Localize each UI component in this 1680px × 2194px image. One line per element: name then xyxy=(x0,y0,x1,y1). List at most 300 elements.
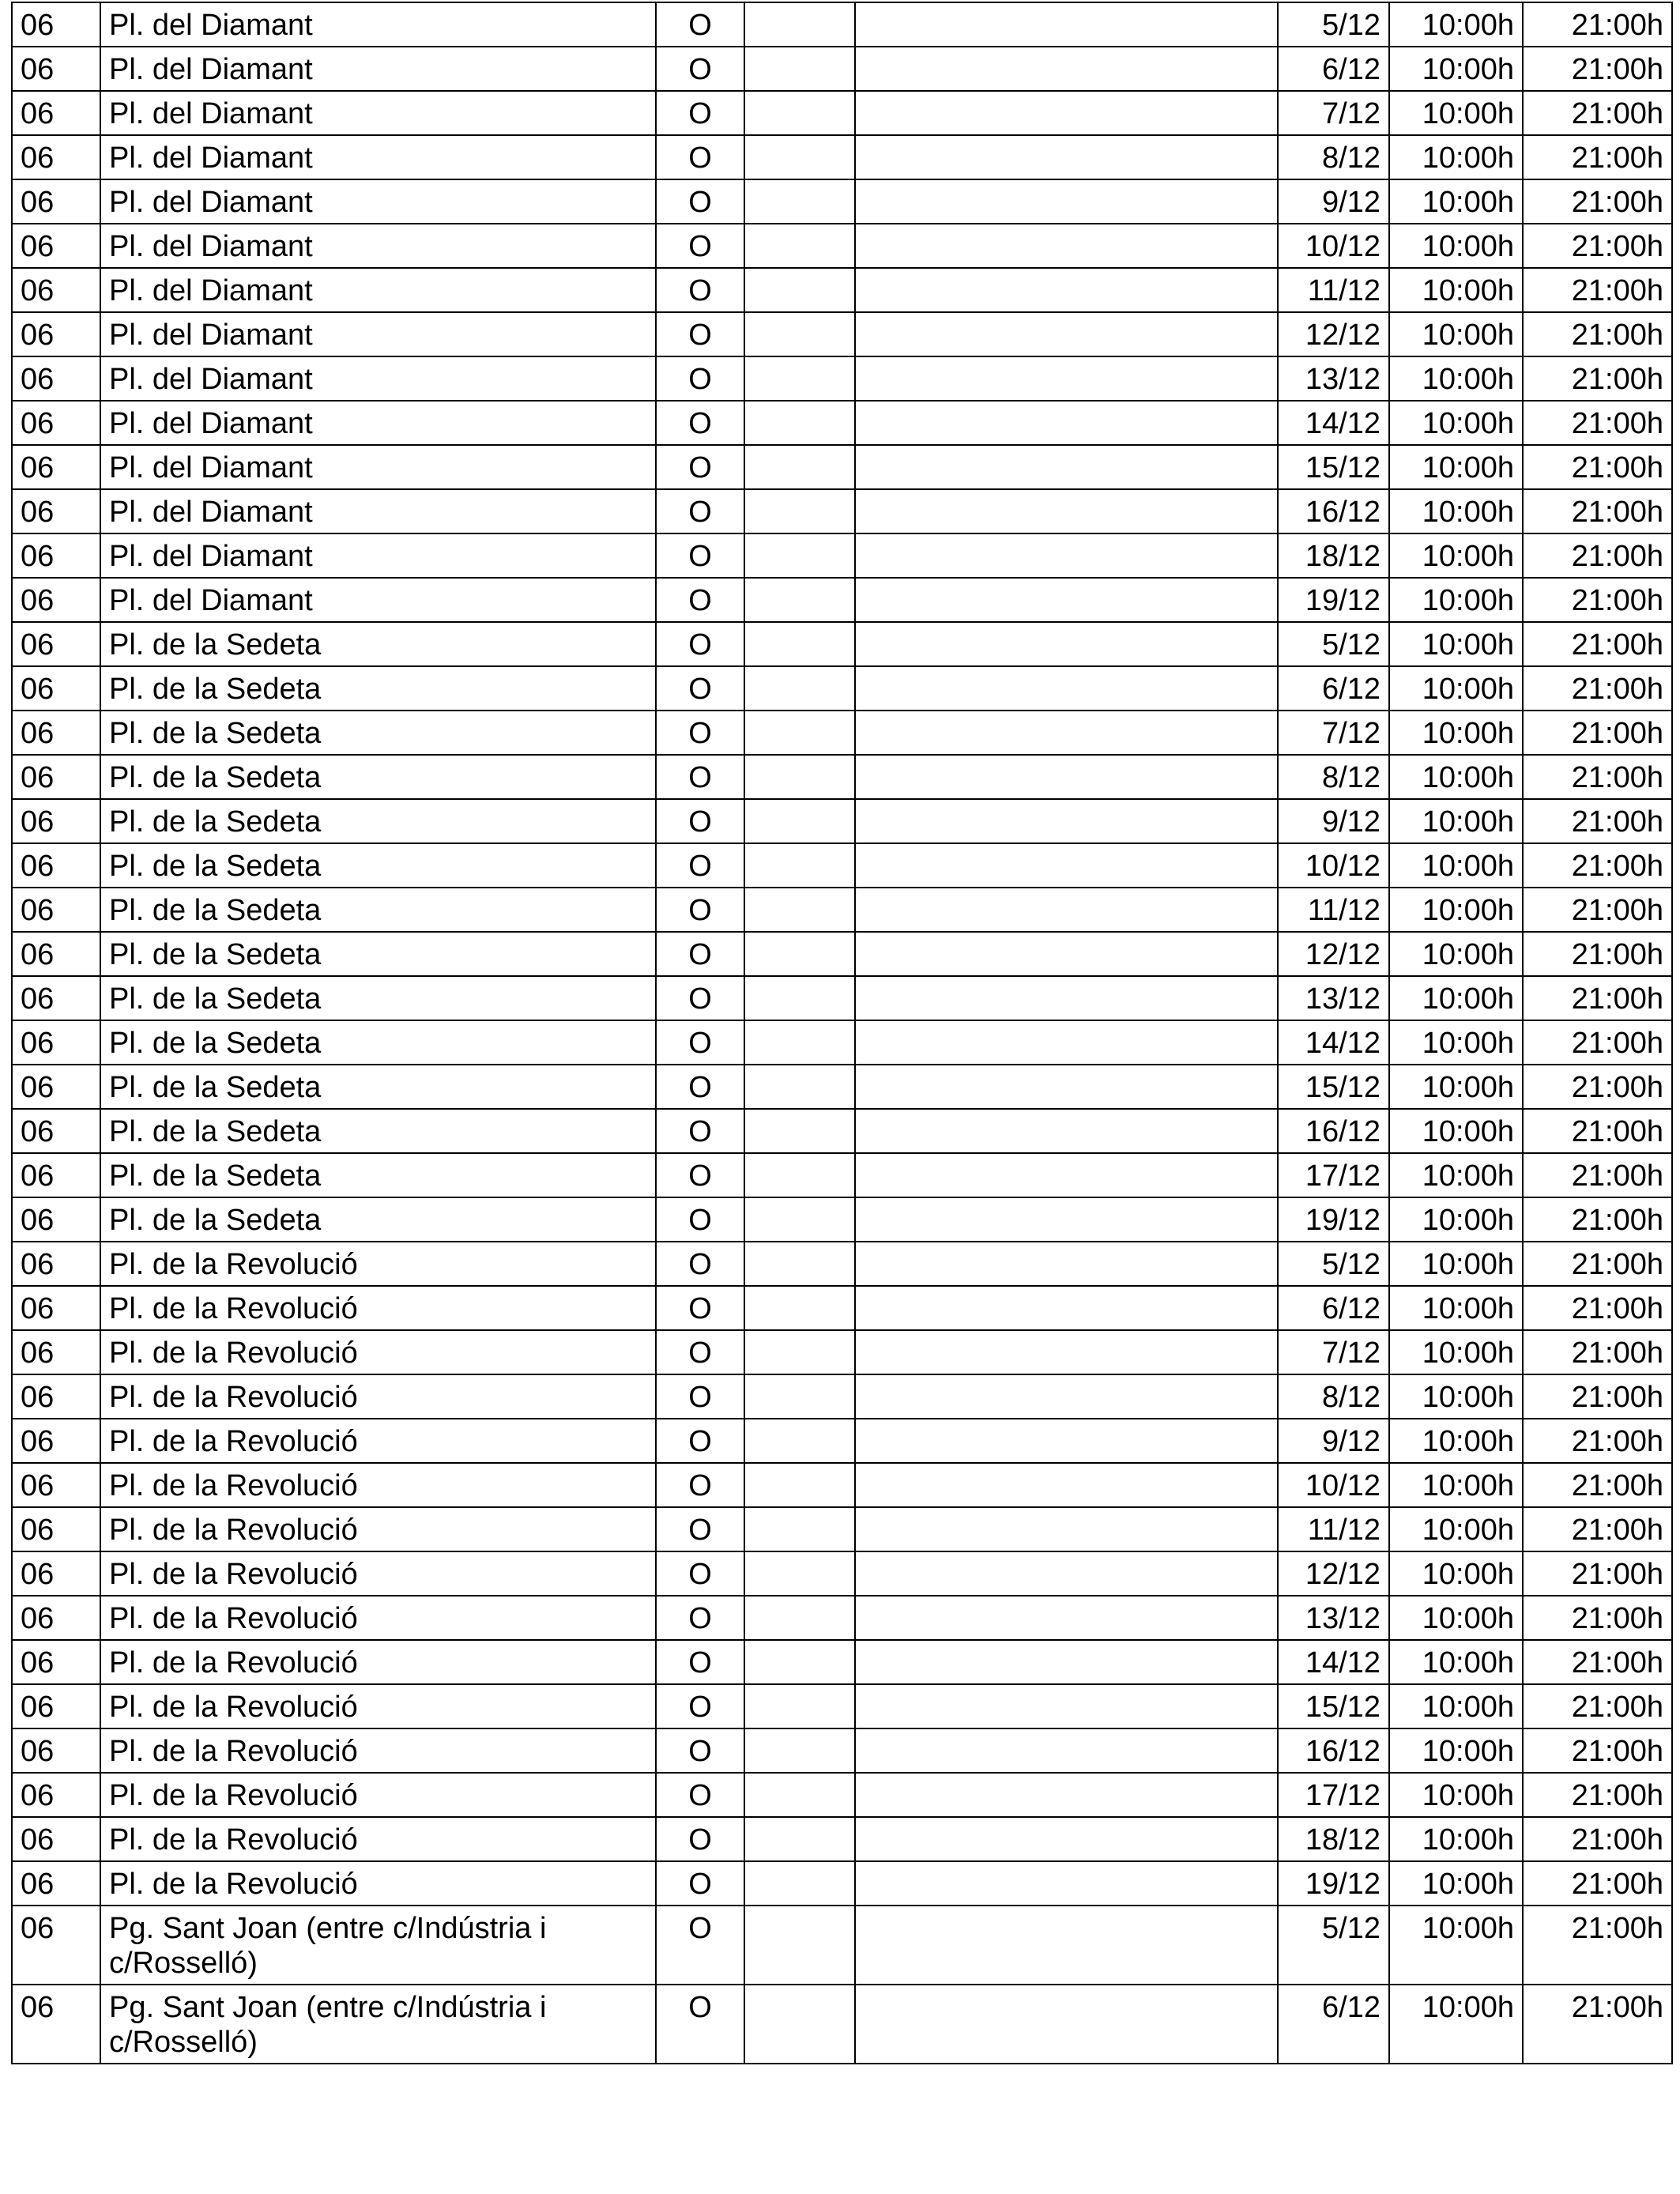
empty-cell xyxy=(744,356,855,401)
date-cell: 16/12 xyxy=(1278,1728,1389,1773)
table-row xyxy=(12,1109,1672,1153)
type-cell: O xyxy=(656,1109,744,1153)
empty-cell xyxy=(855,1242,1278,1286)
date-cell: 5/12 xyxy=(1278,1242,1389,1286)
empty-cell xyxy=(744,976,855,1020)
opening-time-cell: 10:00h xyxy=(1389,578,1523,622)
opening-time-cell: 10:00h xyxy=(1389,1817,1523,1861)
location-cell: Pg. Sant Joan (entre c/Indústria i c/Rosselló) xyxy=(100,1985,656,2064)
empty-cell xyxy=(855,976,1278,1020)
table-row xyxy=(12,1374,1672,1419)
location-cell: Pl. de la Revolució xyxy=(100,1817,656,1861)
type-cell: O xyxy=(656,135,744,179)
type-cell: O xyxy=(656,1684,744,1728)
table-row xyxy=(12,755,1672,799)
location-cell: Pl. del Diamant xyxy=(100,489,656,533)
type-cell: O xyxy=(656,1065,744,1109)
empty-cell xyxy=(744,312,855,356)
opening-time-cell: 10:00h xyxy=(1389,179,1523,224)
closing-time-cell: 21:00h xyxy=(1523,1817,1672,1861)
opening-time-cell: 10:00h xyxy=(1389,135,1523,179)
table-row xyxy=(12,1286,1672,1330)
type-cell: O xyxy=(656,1551,744,1596)
empty-cell xyxy=(855,2,1278,47)
date-cell: 5/12 xyxy=(1278,1906,1389,1985)
closing-time-cell: 21:00h xyxy=(1523,711,1672,755)
closing-time-cell: 21:00h xyxy=(1523,1906,1672,1985)
closing-time-cell: 21:00h xyxy=(1523,1596,1672,1640)
empty-cell xyxy=(855,224,1278,268)
location-cell: Pl. de la Revolució xyxy=(100,1551,656,1596)
opening-time-cell: 10:00h xyxy=(1389,1109,1523,1153)
closing-time-cell: 21:00h xyxy=(1523,179,1672,224)
location-cell: Pl. de la Revolució xyxy=(100,1330,656,1374)
date-cell: 16/12 xyxy=(1278,1109,1389,1153)
table-row xyxy=(12,489,1672,533)
empty-cell xyxy=(855,312,1278,356)
location-cell: Pl. de la Revolució xyxy=(100,1374,656,1419)
location-cell: Pl. de la Revolució xyxy=(100,1286,656,1330)
opening-time-cell: 10:00h xyxy=(1389,1374,1523,1419)
district-cell: 06 xyxy=(12,666,100,711)
empty-cell xyxy=(855,1286,1278,1330)
date-cell: 15/12 xyxy=(1278,1065,1389,1109)
date-cell: 19/12 xyxy=(1278,1861,1389,1906)
empty-cell xyxy=(744,1507,855,1551)
empty-cell xyxy=(744,1109,855,1153)
type-cell: O xyxy=(656,976,744,1020)
table-row xyxy=(12,2,1672,47)
closing-time-cell: 21:00h xyxy=(1523,799,1672,843)
empty-cell xyxy=(744,1419,855,1463)
date-cell: 9/12 xyxy=(1278,179,1389,224)
empty-cell xyxy=(855,1906,1278,1985)
date-cell: 9/12 xyxy=(1278,1419,1389,1463)
type-cell: O xyxy=(656,1507,744,1551)
type-cell: O xyxy=(656,843,744,888)
date-cell: 17/12 xyxy=(1278,1773,1389,1817)
date-cell: 10/12 xyxy=(1278,224,1389,268)
opening-time-cell: 10:00h xyxy=(1389,268,1523,312)
empty-cell xyxy=(744,1065,855,1109)
location-cell: Pl. del Diamant xyxy=(100,312,656,356)
empty-cell xyxy=(744,224,855,268)
table-row xyxy=(12,1507,1672,1551)
district-cell: 06 xyxy=(12,1153,100,1197)
district-cell: 06 xyxy=(12,1507,100,1551)
type-cell: O xyxy=(656,445,744,489)
table-row xyxy=(12,1640,1672,1684)
district-cell: 06 xyxy=(12,533,100,578)
table-row xyxy=(12,1242,1672,1286)
type-cell: O xyxy=(656,1153,744,1197)
table-row xyxy=(12,179,1672,224)
empty-cell xyxy=(744,1020,855,1065)
type-cell: O xyxy=(656,1985,744,2064)
empty-cell xyxy=(855,445,1278,489)
closing-time-cell: 21:00h xyxy=(1523,666,1672,711)
closing-time-cell: 21:00h xyxy=(1523,445,1672,489)
location-cell: Pl. de la Revolució xyxy=(100,1684,656,1728)
date-cell: 13/12 xyxy=(1278,976,1389,1020)
empty-cell xyxy=(855,1728,1278,1773)
opening-time-cell: 10:00h xyxy=(1389,976,1523,1020)
table-row xyxy=(12,224,1672,268)
empty-cell xyxy=(744,1374,855,1419)
type-cell: O xyxy=(656,1728,744,1773)
location-cell: Pl. de la Revolució xyxy=(100,1773,656,1817)
date-cell: 14/12 xyxy=(1278,1640,1389,1684)
closing-time-cell: 21:00h xyxy=(1523,755,1672,799)
type-cell: O xyxy=(656,578,744,622)
table-row xyxy=(12,578,1672,622)
district-cell: 06 xyxy=(12,135,100,179)
location-cell: Pl. del Diamant xyxy=(100,2,656,47)
type-cell: O xyxy=(656,268,744,312)
empty-cell xyxy=(855,1330,1278,1374)
district-cell: 06 xyxy=(12,843,100,888)
district-cell: 06 xyxy=(12,1330,100,1374)
empty-cell xyxy=(855,1985,1278,2064)
empty-cell xyxy=(744,401,855,445)
opening-time-cell: 10:00h xyxy=(1389,1242,1523,1286)
closing-time-cell: 21:00h xyxy=(1523,843,1672,888)
type-cell: O xyxy=(656,711,744,755)
empty-cell xyxy=(744,799,855,843)
empty-cell xyxy=(855,843,1278,888)
empty-cell xyxy=(744,578,855,622)
district-cell: 06 xyxy=(12,445,100,489)
opening-time-cell: 10:00h xyxy=(1389,888,1523,932)
opening-time-cell: 10:00h xyxy=(1389,1985,1523,2064)
district-cell: 06 xyxy=(12,1374,100,1419)
empty-cell xyxy=(855,755,1278,799)
date-cell: 9/12 xyxy=(1278,799,1389,843)
schedule-table xyxy=(11,2,1673,2064)
date-cell: 11/12 xyxy=(1278,268,1389,312)
empty-cell xyxy=(744,1551,855,1596)
empty-cell xyxy=(744,47,855,91)
empty-cell xyxy=(744,1817,855,1861)
table-row xyxy=(12,666,1672,711)
empty-cell xyxy=(744,1728,855,1773)
opening-time-cell: 10:00h xyxy=(1389,755,1523,799)
empty-cell xyxy=(855,533,1278,578)
empty-cell xyxy=(855,489,1278,533)
closing-time-cell: 21:00h xyxy=(1523,622,1672,666)
district-cell: 06 xyxy=(12,1640,100,1684)
empty-cell xyxy=(855,1773,1278,1817)
opening-time-cell: 10:00h xyxy=(1389,401,1523,445)
district-cell: 06 xyxy=(12,356,100,401)
opening-time-cell: 10:00h xyxy=(1389,1419,1523,1463)
opening-time-cell: 10:00h xyxy=(1389,489,1523,533)
date-cell: 5/12 xyxy=(1278,2,1389,47)
date-cell: 7/12 xyxy=(1278,1330,1389,1374)
location-cell: Pl. del Diamant xyxy=(100,47,656,91)
empty-cell xyxy=(744,1861,855,1906)
type-cell: O xyxy=(656,888,744,932)
district-cell: 06 xyxy=(12,1419,100,1463)
empty-cell xyxy=(744,1286,855,1330)
district-cell: 06 xyxy=(12,47,100,91)
empty-cell xyxy=(744,1242,855,1286)
empty-cell xyxy=(855,799,1278,843)
opening-time-cell: 10:00h xyxy=(1389,1507,1523,1551)
opening-time-cell: 10:00h xyxy=(1389,622,1523,666)
location-cell: Pl. del Diamant xyxy=(100,135,656,179)
table-row xyxy=(12,1020,1672,1065)
empty-cell xyxy=(855,1640,1278,1684)
empty-cell xyxy=(744,445,855,489)
date-cell: 14/12 xyxy=(1278,401,1389,445)
location-cell: Pl. de la Revolució xyxy=(100,1596,656,1640)
closing-time-cell: 21:00h xyxy=(1523,401,1672,445)
date-cell: 19/12 xyxy=(1278,1197,1389,1242)
closing-time-cell: 21:00h xyxy=(1523,1985,1672,2064)
opening-time-cell: 10:00h xyxy=(1389,1551,1523,1596)
table-row xyxy=(12,1463,1672,1507)
district-cell: 06 xyxy=(12,711,100,755)
date-cell: 11/12 xyxy=(1278,888,1389,932)
table-row xyxy=(12,312,1672,356)
location-cell: Pl. de la Sedeta xyxy=(100,711,656,755)
empty-cell xyxy=(855,91,1278,135)
empty-cell xyxy=(744,1985,855,2064)
type-cell: O xyxy=(656,1640,744,1684)
opening-time-cell: 10:00h xyxy=(1389,666,1523,711)
type-cell: O xyxy=(656,1242,744,1286)
empty-cell xyxy=(744,91,855,135)
date-cell: 8/12 xyxy=(1278,1374,1389,1419)
date-cell: 14/12 xyxy=(1278,1020,1389,1065)
type-cell: O xyxy=(656,1773,744,1817)
location-cell: Pl. del Diamant xyxy=(100,356,656,401)
location-cell: Pl. de la Revolució xyxy=(100,1507,656,1551)
date-cell: 10/12 xyxy=(1278,843,1389,888)
empty-cell xyxy=(744,179,855,224)
schedule-table-body xyxy=(12,2,1672,2064)
table-row xyxy=(12,976,1672,1020)
location-cell: Pl. de la Revolució xyxy=(100,1640,656,1684)
empty-cell xyxy=(855,1065,1278,1109)
date-cell: 12/12 xyxy=(1278,312,1389,356)
table-row xyxy=(12,1596,1672,1640)
type-cell: O xyxy=(656,1374,744,1419)
location-cell: Pl. del Diamant xyxy=(100,445,656,489)
location-cell: Pl. de la Sedeta xyxy=(100,1065,656,1109)
closing-time-cell: 21:00h xyxy=(1523,1242,1672,1286)
opening-time-cell: 10:00h xyxy=(1389,1065,1523,1109)
table-row xyxy=(12,1773,1672,1817)
closing-time-cell: 21:00h xyxy=(1523,1109,1672,1153)
opening-time-cell: 10:00h xyxy=(1389,533,1523,578)
closing-time-cell: 21:00h xyxy=(1523,1640,1672,1684)
closing-time-cell: 21:00h xyxy=(1523,91,1672,135)
type-cell: O xyxy=(656,47,744,91)
date-cell: 6/12 xyxy=(1278,47,1389,91)
table-row xyxy=(12,622,1672,666)
empty-cell xyxy=(855,1861,1278,1906)
date-cell: 17/12 xyxy=(1278,1153,1389,1197)
closing-time-cell: 21:00h xyxy=(1523,1020,1672,1065)
table-row xyxy=(12,1419,1672,1463)
empty-cell xyxy=(744,1596,855,1640)
closing-time-cell: 21:00h xyxy=(1523,135,1672,179)
location-cell: Pl. de la Sedeta xyxy=(100,932,656,976)
date-cell: 19/12 xyxy=(1278,578,1389,622)
empty-cell xyxy=(855,888,1278,932)
type-cell: O xyxy=(656,179,744,224)
closing-time-cell: 21:00h xyxy=(1523,578,1672,622)
district-cell: 06 xyxy=(12,622,100,666)
opening-time-cell: 10:00h xyxy=(1389,1020,1523,1065)
location-cell: Pl. de la Sedeta xyxy=(100,1109,656,1153)
type-cell: O xyxy=(656,1596,744,1640)
table-row xyxy=(12,47,1672,91)
table-row xyxy=(12,888,1672,932)
date-cell: 18/12 xyxy=(1278,533,1389,578)
closing-time-cell: 21:00h xyxy=(1523,268,1672,312)
opening-time-cell: 10:00h xyxy=(1389,1773,1523,1817)
location-cell: Pl. del Diamant xyxy=(100,91,656,135)
opening-time-cell: 10:00h xyxy=(1389,1861,1523,1906)
date-cell: 8/12 xyxy=(1278,755,1389,799)
closing-time-cell: 21:00h xyxy=(1523,356,1672,401)
empty-cell xyxy=(855,1419,1278,1463)
closing-time-cell: 21:00h xyxy=(1523,1153,1672,1197)
closing-time-cell: 21:00h xyxy=(1523,224,1672,268)
empty-cell xyxy=(855,1197,1278,1242)
district-cell: 06 xyxy=(12,401,100,445)
table-row xyxy=(12,1551,1672,1596)
location-cell: Pl. del Diamant xyxy=(100,224,656,268)
opening-time-cell: 10:00h xyxy=(1389,843,1523,888)
district-cell: 06 xyxy=(12,489,100,533)
empty-cell xyxy=(744,1153,855,1197)
empty-cell xyxy=(744,1684,855,1728)
table-row xyxy=(12,1985,1672,2064)
date-cell: 12/12 xyxy=(1278,1551,1389,1596)
table-row xyxy=(12,1065,1672,1109)
location-cell: Pl. de la Sedeta xyxy=(100,799,656,843)
type-cell: O xyxy=(656,1463,744,1507)
location-cell: Pl. de la Revolució xyxy=(100,1728,656,1773)
closing-time-cell: 21:00h xyxy=(1523,976,1672,1020)
date-cell: 13/12 xyxy=(1278,1596,1389,1640)
type-cell: O xyxy=(656,1817,744,1861)
district-cell: 06 xyxy=(12,91,100,135)
closing-time-cell: 21:00h xyxy=(1523,1419,1672,1463)
empty-cell xyxy=(855,401,1278,445)
opening-time-cell: 10:00h xyxy=(1389,1197,1523,1242)
empty-cell xyxy=(744,666,855,711)
location-cell: Pl. de la Sedeta xyxy=(100,755,656,799)
district-cell: 06 xyxy=(12,1286,100,1330)
opening-time-cell: 10:00h xyxy=(1389,356,1523,401)
district-cell: 06 xyxy=(12,976,100,1020)
opening-time-cell: 10:00h xyxy=(1389,932,1523,976)
opening-time-cell: 10:00h xyxy=(1389,1906,1523,1985)
type-cell: O xyxy=(656,312,744,356)
closing-time-cell: 21:00h xyxy=(1523,1197,1672,1242)
district-cell: 06 xyxy=(12,1684,100,1728)
district-cell: 06 xyxy=(12,1596,100,1640)
type-cell: O xyxy=(656,932,744,976)
type-cell: O xyxy=(656,1197,744,1242)
closing-time-cell: 21:00h xyxy=(1523,2,1672,47)
table-row xyxy=(12,135,1672,179)
closing-time-cell: 21:00h xyxy=(1523,932,1672,976)
date-cell: 10/12 xyxy=(1278,1463,1389,1507)
empty-cell xyxy=(855,1596,1278,1640)
location-cell: Pg. Sant Joan (entre c/Indústria i c/Rosselló) xyxy=(100,1906,656,1985)
location-cell: Pl. de la Revolució xyxy=(100,1419,656,1463)
table-row xyxy=(12,401,1672,445)
district-cell: 06 xyxy=(12,2,100,47)
type-cell: O xyxy=(656,1286,744,1330)
location-cell: Pl. de la Sedeta xyxy=(100,888,656,932)
table-row xyxy=(12,1906,1672,1985)
table-row xyxy=(12,356,1672,401)
type-cell: O xyxy=(656,1020,744,1065)
location-cell: Pl. del Diamant xyxy=(100,533,656,578)
closing-time-cell: 21:00h xyxy=(1523,888,1672,932)
location-cell: Pl. de la Revolució xyxy=(100,1861,656,1906)
empty-cell xyxy=(744,755,855,799)
location-cell: Pl. de la Revolució xyxy=(100,1463,656,1507)
location-cell: Pl. del Diamant xyxy=(100,268,656,312)
table-row xyxy=(12,268,1672,312)
district-cell: 06 xyxy=(12,755,100,799)
date-cell: 7/12 xyxy=(1278,711,1389,755)
empty-cell xyxy=(855,1109,1278,1153)
empty-cell xyxy=(855,1153,1278,1197)
empty-cell xyxy=(744,622,855,666)
location-cell: Pl. del Diamant xyxy=(100,401,656,445)
type-cell: O xyxy=(656,401,744,445)
table-row xyxy=(12,1153,1672,1197)
empty-cell xyxy=(744,932,855,976)
type-cell: O xyxy=(656,799,744,843)
empty-cell xyxy=(744,1773,855,1817)
empty-cell xyxy=(744,1197,855,1242)
date-cell: 15/12 xyxy=(1278,445,1389,489)
location-cell: Pl. del Diamant xyxy=(100,578,656,622)
empty-cell xyxy=(744,843,855,888)
date-cell: 7/12 xyxy=(1278,91,1389,135)
district-cell: 06 xyxy=(12,1020,100,1065)
date-cell: 8/12 xyxy=(1278,135,1389,179)
empty-cell xyxy=(855,1507,1278,1551)
closing-time-cell: 21:00h xyxy=(1523,1065,1672,1109)
type-cell: O xyxy=(656,2,744,47)
district-cell: 06 xyxy=(12,888,100,932)
empty-cell xyxy=(855,1463,1278,1507)
type-cell: O xyxy=(656,533,744,578)
location-cell: Pl. de la Sedeta xyxy=(100,1020,656,1065)
closing-time-cell: 21:00h xyxy=(1523,1374,1672,1419)
type-cell: O xyxy=(656,1861,744,1906)
table-row xyxy=(12,91,1672,135)
type-cell: O xyxy=(656,91,744,135)
empty-cell xyxy=(744,1463,855,1507)
empty-cell xyxy=(744,1906,855,1985)
closing-time-cell: 21:00h xyxy=(1523,1684,1672,1728)
type-cell: O xyxy=(656,224,744,268)
district-cell: 06 xyxy=(12,932,100,976)
location-cell: Pl. de la Sedeta xyxy=(100,1197,656,1242)
